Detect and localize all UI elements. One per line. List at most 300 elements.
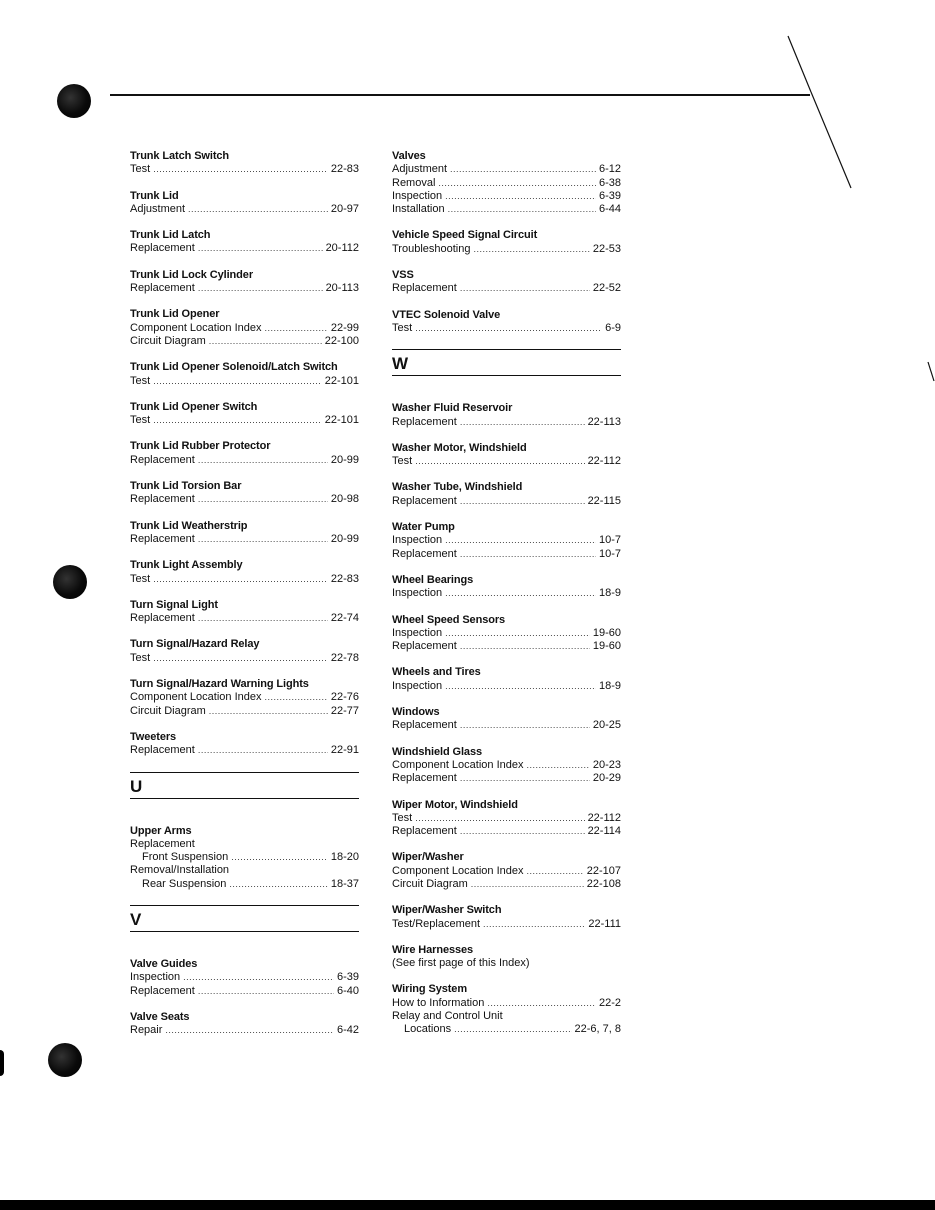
entry-line-label: Removal/Installation (130, 864, 230, 877)
page-reference: 22-53 (592, 242, 621, 255)
entry-line (392, 243, 621, 256)
index-entry-vehicle-speed-signal-circuit (392, 229, 621, 269)
entry-spacer (392, 970, 621, 983)
page-reference: 22-74 (330, 612, 359, 625)
entry-line (130, 744, 359, 757)
entry-heading: VSS (392, 269, 414, 282)
index-entry-trunk-light-assembly (130, 559, 359, 599)
entry-spacer (392, 838, 621, 851)
dot-leader (460, 719, 590, 732)
entry-spacer (130, 467, 359, 480)
entry-line (130, 493, 359, 506)
entry-line (392, 627, 621, 640)
dot-leader (460, 416, 585, 429)
entry-spacer (392, 931, 621, 944)
index-entry-water-pump (392, 521, 621, 574)
index-entry-washer-tube-windshield (392, 481, 621, 521)
index-entry-trunk-lid-latch (130, 229, 359, 269)
entry-line (130, 282, 359, 295)
dot-leader (198, 493, 328, 506)
entry-line-label: Relay and Control Unit (392, 1010, 503, 1023)
entry-spacer (130, 427, 359, 440)
page-reference: 6-39 (598, 189, 621, 202)
index-entry-trunk-lid-torsion-bar (130, 480, 359, 520)
entry-line (392, 203, 621, 216)
entry-heading: Trunk Lid (130, 189, 179, 202)
page-reference: 22-83 (330, 163, 359, 176)
dot-leader (188, 203, 328, 216)
page-reference: 22-111 (588, 917, 621, 930)
entry-line (392, 719, 621, 732)
entry-heading: Trunk Lid Rubber Protector (130, 440, 271, 453)
entry-heading: Wiper/Washer Switch (392, 904, 502, 917)
entry-line (392, 587, 621, 600)
page-reference: 20-29 (592, 772, 621, 785)
page-reference: 6-39 (336, 971, 359, 984)
dot-leader (229, 878, 327, 891)
entry-line-label: Test (130, 651, 151, 664)
page-reference: 19-60 (592, 640, 621, 653)
entry-line (130, 838, 359, 851)
entry-heading: Trunk Lid Torsion Bar (130, 480, 242, 493)
entry-line (392, 322, 621, 335)
entry-line-label: Removal (392, 176, 436, 189)
page-reference: 20-97 (330, 202, 359, 215)
index-entry-trunk-lid (130, 190, 359, 230)
dot-leader (183, 971, 334, 984)
entry-spacer (392, 693, 621, 706)
entry-heading: Washer Fluid Reservoir (392, 402, 513, 415)
entry-line (130, 322, 359, 335)
section-divider-u (130, 772, 359, 799)
entry-line (130, 971, 359, 984)
entry-spacer (130, 295, 359, 308)
index-entry-wheels-and-tires (392, 666, 621, 706)
entry-line (392, 865, 621, 878)
entry-line (130, 612, 359, 625)
entry-heading: Turn Signal/Hazard Warning Lights (130, 678, 309, 691)
section-rule-bottom (130, 931, 359, 932)
entry-heading: Turn Signal/Hazard Relay (130, 638, 260, 651)
entry-line-label: Replacement (130, 984, 195, 997)
entry-heading: Wheels and Tires (392, 666, 481, 679)
dot-leader (415, 322, 602, 335)
entry-line-label: Test (392, 321, 413, 334)
dot-leader (460, 282, 590, 295)
dot-leader (460, 640, 590, 653)
entry-line (392, 1023, 621, 1036)
entry-heading: Trunk Latch Switch (130, 150, 230, 162)
entry-line-label: Installation (392, 203, 445, 216)
index-entry-wiper-washer-switch (392, 904, 621, 944)
dot-leader (487, 997, 596, 1010)
index-entry-tweeters (130, 731, 359, 758)
entry-line (130, 1024, 359, 1037)
entry-line (130, 864, 359, 877)
index-entry-valve-guides (130, 958, 359, 1011)
page-reference: 22-77 (330, 704, 359, 717)
entry-line-label: Component Location Index (130, 691, 262, 704)
dot-leader (153, 375, 322, 388)
index-entry-wiring-system (392, 983, 621, 1036)
page-reference: 20-113 (325, 282, 359, 295)
index-entry-turn-signal-hazard-warning-lights (130, 678, 359, 731)
entry-spacer (392, 891, 621, 904)
dot-leader (483, 918, 585, 931)
entry-line-label: Inspection (392, 189, 443, 202)
page-reference: 22-107 (586, 864, 621, 877)
dot-leader (526, 759, 589, 772)
index-entry-trunk-lid-lock-cylinder (130, 269, 359, 309)
page-reference: 6-38 (598, 176, 621, 189)
page-reference: 22-76 (330, 691, 359, 704)
entry-line-label: Test/Replacement (392, 917, 481, 930)
entry-heading: Valves (392, 150, 426, 162)
entry-heading: Wire Harnesses (392, 943, 474, 956)
entry-line (130, 878, 359, 891)
entry-spacer (130, 546, 359, 559)
entry-line-label: Locations (404, 1023, 452, 1036)
entry-line (392, 680, 621, 693)
entry-line-label: Test (130, 572, 151, 585)
page-reference: 22-108 (586, 877, 621, 890)
dot-leader (153, 414, 322, 427)
entry-line (392, 825, 621, 838)
entry-spacer (392, 296, 621, 309)
entry-heading: Washer Motor, Windshield (392, 441, 527, 454)
dot-leader (153, 163, 328, 176)
entry-line (392, 918, 621, 931)
entry-heading: Windshield Glass (392, 745, 482, 758)
page-reference: 6-44 (598, 203, 621, 216)
entry-line (130, 335, 359, 348)
dot-leader (209, 335, 322, 348)
page-reference: 10-7 (598, 547, 621, 560)
dot-leader (198, 533, 328, 546)
entry-heading: Trunk Lid Opener (130, 308, 220, 321)
entry-heading: Trunk Lid Opener Switch (130, 400, 258, 413)
entry-spacer (392, 733, 621, 746)
dot-leader (438, 177, 596, 190)
entry-heading: VTEC Solenoid Valve (392, 308, 501, 321)
index-entry-vss (392, 269, 621, 309)
dot-leader (460, 548, 596, 561)
entry-line (392, 548, 621, 561)
dot-leader (198, 242, 323, 255)
entry-spacer (392, 653, 621, 666)
dot-leader (264, 322, 327, 335)
page-reference: 22-100 (324, 334, 359, 347)
entry-line (130, 163, 359, 176)
entry-line (130, 533, 359, 546)
entry-line-label: Test (392, 455, 413, 468)
entry-spacer (130, 718, 359, 731)
index-entry-windows (392, 706, 621, 746)
dot-leader (460, 825, 585, 838)
entry-line (392, 997, 621, 1010)
index-entry-windshield-glass (392, 746, 621, 799)
entry-line-label: Test (130, 163, 151, 176)
page-reference: 18-37 (330, 877, 359, 890)
index-entry-turn-signal-hazard-relay (130, 638, 359, 678)
entry-line-label: Replacement (130, 612, 195, 625)
entry-heading: Vehicle Speed Signal Circuit (392, 229, 538, 242)
entry-line-label: Component Location Index (392, 864, 524, 877)
page-reference: 6-40 (336, 984, 359, 997)
entry-heading: Trunk Lid Weatherstrip (130, 519, 248, 532)
entry-spacer (392, 256, 621, 269)
page-reference: 22-2 (598, 996, 621, 1009)
entry-line (130, 652, 359, 665)
page-reference: 19-60 (592, 626, 621, 639)
entry-heading: Upper Arms (130, 824, 192, 837)
entry-line (392, 772, 621, 785)
entry-line (392, 177, 621, 190)
dot-leader (445, 587, 596, 600)
page-reference: 6-9 (605, 321, 621, 334)
page-reference: 6-42 (336, 1024, 359, 1037)
page-reference: 22-91 (330, 744, 359, 757)
entry-line-label: Replacement (392, 282, 457, 295)
entry-line-label: Replacement (130, 453, 195, 466)
section-rule-bottom (130, 798, 359, 799)
index-entry-washer-fluid-reservoir (392, 402, 621, 442)
index-entry-wheel-speed-sensors (392, 614, 621, 667)
entry-line-label: Replacement (392, 415, 457, 428)
entry-heading: Water Pump (392, 521, 455, 534)
section-letter: U (130, 776, 143, 796)
page-reference: 22-112 (587, 811, 621, 824)
entry-heading: Trunk Lid Latch (130, 229, 211, 242)
entry-line-label: Repair (130, 1024, 163, 1037)
index-column-right (392, 150, 621, 1037)
entry-heading: Washer Tube, Windshield (392, 481, 523, 494)
entry-line (130, 203, 359, 216)
entry-line (392, 878, 621, 891)
dot-leader (198, 985, 334, 998)
entry-heading: Wiper/Washer (392, 851, 464, 864)
page-reference: 18-9 (598, 587, 621, 600)
entry-spacer (130, 625, 359, 638)
dot-leader (153, 652, 328, 665)
page-reference: 22-83 (330, 572, 359, 585)
entry-heading: Wiring System (392, 983, 468, 996)
entry-spacer (392, 561, 621, 574)
entry-heading: Wheel Bearings (392, 573, 474, 586)
index-entry-valve-seats (130, 1011, 359, 1038)
index-column-left (130, 150, 359, 1037)
entry-spacer (130, 507, 359, 520)
entry-line (392, 640, 621, 653)
entry-line-label: Inspection (130, 971, 181, 984)
entry-line-label: Component Location Index (392, 758, 524, 771)
section-divider-v (130, 905, 359, 932)
page-reference: 22-101 (324, 374, 359, 387)
page-reference: 10-7 (598, 534, 621, 547)
entry-line-label: Circuit Diagram (130, 704, 206, 717)
entry-line-label: Replacement (392, 547, 457, 560)
entry-line (392, 416, 621, 429)
entry-spacer (130, 348, 359, 361)
page-reference: 18-9 (598, 679, 621, 692)
entry-line-label: Replacement (130, 837, 195, 850)
index-entry-trunk-lid-opener-solenoid-latch-switch (130, 361, 359, 401)
page-reference: 6-12 (598, 163, 621, 176)
index-entry-trunk-lid-opener (130, 308, 359, 361)
dot-leader (415, 455, 584, 468)
entry-line (130, 691, 359, 704)
entry-line (130, 705, 359, 718)
entry-line (392, 1010, 621, 1023)
entry-line (130, 242, 359, 255)
dot-leader (264, 691, 327, 704)
entry-spacer (392, 429, 621, 442)
index-entry-valves (392, 150, 621, 229)
entry-heading: Valve Seats (130, 1010, 190, 1023)
dot-leader (231, 851, 328, 864)
entry-line-label: Test (392, 811, 413, 824)
entry-line (392, 812, 621, 825)
page-reference: 20-99 (330, 532, 359, 545)
entry-spacer (130, 665, 359, 678)
dot-leader (415, 812, 584, 825)
index-entry-vtec-solenoid-valve (392, 309, 621, 336)
section-letter: W (392, 354, 409, 374)
page-reference: 20-25 (592, 719, 621, 732)
entry-spacer (130, 216, 359, 229)
entry-line-label: Circuit Diagram (130, 334, 206, 347)
page-reference: 22-114 (587, 825, 621, 838)
index-entry-washer-motor-windshield (392, 442, 621, 482)
entry-spacer (130, 177, 359, 190)
page-reference: 20-112 (325, 242, 359, 255)
index-entry-trunk-lid-rubber-protector (130, 440, 359, 480)
entry-line-label: Inspection (392, 679, 443, 692)
page-reference: 22-101 (324, 414, 359, 427)
page-reference: 22-112 (587, 455, 621, 468)
page-reference: 18-20 (330, 851, 359, 864)
entry-line (392, 455, 621, 468)
entry-line-label: Front Suspension (142, 851, 229, 864)
dot-leader (454, 1023, 571, 1036)
entry-heading: Trunk Lid Lock Cylinder (130, 268, 253, 281)
dot-leader (198, 744, 328, 757)
entry-line-label: How to Information (392, 996, 485, 1009)
dot-leader (445, 190, 596, 203)
index-entry-wiper-motor-windshield (392, 799, 621, 852)
entry-heading: Turn Signal Light (130, 598, 218, 611)
entry-line-label: Replacement (392, 494, 457, 507)
entry-line (392, 495, 621, 508)
entry-heading: Valve Guides (130, 957, 198, 970)
dot-leader (198, 612, 328, 625)
index-entry-trunk-lid-opener-switch (130, 401, 359, 441)
entry-line (130, 851, 359, 864)
dot-leader (473, 243, 589, 256)
dot-leader (526, 865, 583, 878)
page-reference: 22-115 (587, 494, 621, 507)
page-reference: 22-78 (330, 651, 359, 664)
entry-line-label: Troubleshooting (392, 242, 471, 255)
dot-leader (165, 1024, 334, 1037)
index-entry-wire-harnesses (392, 944, 621, 984)
dot-leader (198, 454, 328, 467)
entry-line-label: Inspection (392, 626, 443, 639)
index-entry-upper-arms (130, 825, 359, 891)
page-reference: 20-98 (330, 493, 359, 506)
entry-line-label: Replacement (392, 640, 457, 653)
entry-line (392, 282, 621, 295)
scan-bottom-edge (0, 1200, 935, 1210)
entry-heading: Windows (392, 706, 440, 719)
entry-line-label: Adjustment (130, 202, 186, 215)
dot-leader (460, 772, 590, 785)
entry-line (130, 573, 359, 586)
page-reference: 22-113 (587, 415, 621, 428)
entry-line (392, 163, 621, 176)
entry-spacer (392, 601, 621, 614)
entry-line (392, 190, 621, 203)
entry-line-label: Test (130, 414, 151, 427)
entry-line-label: (See first page of this Index) (392, 957, 530, 970)
entry-spacer (392, 786, 621, 799)
entry-line-label: Replacement (130, 242, 195, 255)
page-reference: 20-99 (330, 453, 359, 466)
dot-leader (209, 705, 328, 718)
dot-leader (445, 680, 596, 693)
entry-line-label: Inspection (392, 587, 443, 600)
entry-line-label: Replacement (130, 744, 195, 757)
entry-line (392, 957, 621, 970)
entry-spacer (130, 256, 359, 269)
entry-line-label: Component Location Index (130, 321, 262, 334)
entry-line (130, 454, 359, 467)
entry-line-label: Replacement (392, 772, 457, 785)
entry-spacer (392, 468, 621, 481)
entry-line-label: Replacement (130, 493, 195, 506)
entry-line (130, 414, 359, 427)
entry-heading: Trunk Lid Opener Solenoid/Latch Switch (130, 361, 338, 374)
entry-spacer (130, 388, 359, 401)
entry-heading: Tweeters (130, 730, 177, 743)
index-entry-wiper-washer (392, 851, 621, 904)
entry-line-label: Replacement (392, 825, 457, 838)
entry-line-label: Circuit Diagram (392, 877, 468, 890)
section-rule-bottom (392, 375, 621, 376)
index-entry-trunk-lid-weatherstrip (130, 520, 359, 560)
entry-spacer (392, 508, 621, 521)
page-reference: 20-23 (592, 758, 621, 771)
page-reference: 22-6, 7, 8 (574, 1023, 621, 1036)
entry-line-label: Replacement (130, 532, 195, 545)
dot-leader (445, 534, 596, 547)
entry-line-label: Rear Suspension (142, 877, 227, 890)
entry-heading: Wiper Motor, Windshield (392, 798, 518, 811)
entry-line (392, 759, 621, 772)
entry-spacer (130, 586, 359, 599)
entry-line (392, 534, 621, 547)
dot-leader (153, 573, 328, 586)
dot-leader (445, 627, 590, 640)
section-divider-w (392, 349, 621, 376)
entry-line (130, 985, 359, 998)
dot-leader (460, 495, 585, 508)
entry-heading: Trunk Light Assembly (130, 559, 243, 572)
index-entry-trunk-latch-switch (130, 150, 359, 190)
entry-line-label: Inspection (392, 534, 443, 547)
page-reference: 22-99 (330, 321, 359, 334)
entry-line (130, 375, 359, 388)
